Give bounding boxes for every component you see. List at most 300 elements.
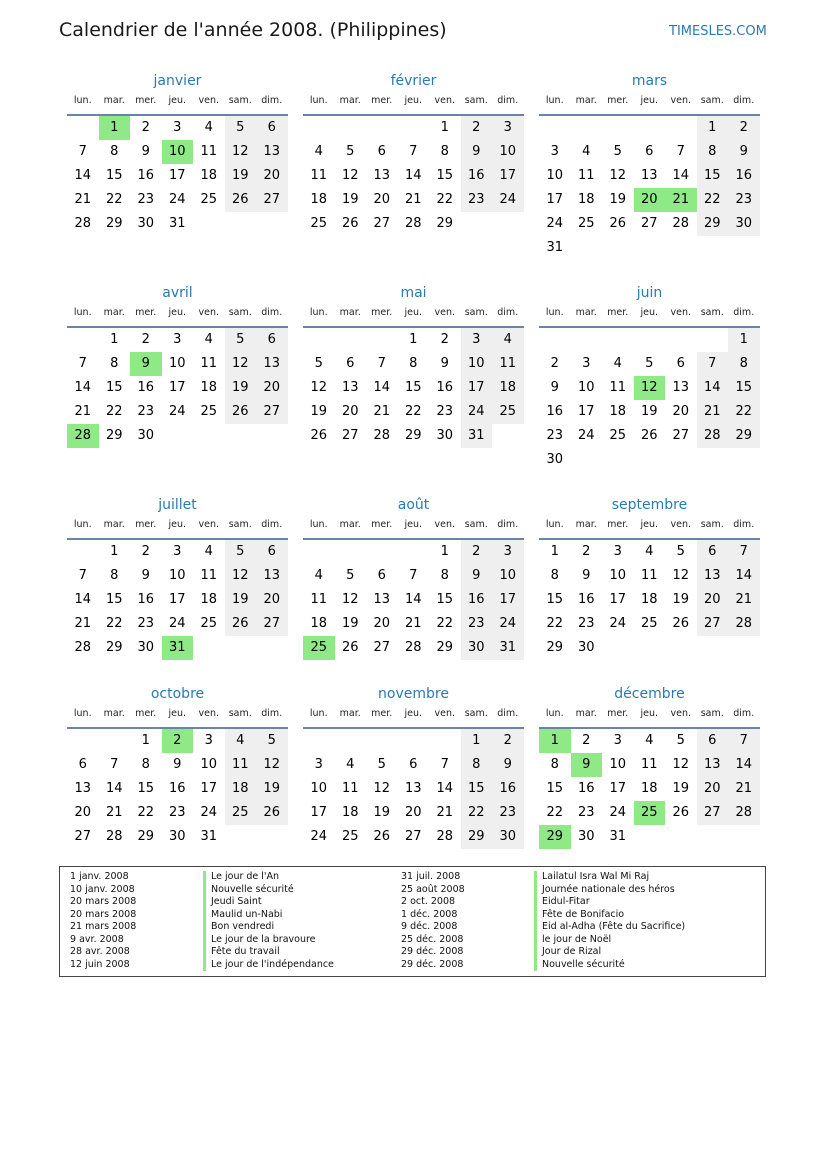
- day-cell: 1: [728, 328, 760, 352]
- day-cell: 6: [697, 729, 729, 753]
- legend-date: 1 déc. 2008: [401, 908, 458, 920]
- day-cell: 19: [609, 192, 627, 207]
- holiday-day-cell: 1: [99, 116, 131, 140]
- legend-holiday-name: Lailatul Isra Wal Mi Raj: [534, 871, 685, 884]
- holiday-day-cell: 21: [665, 188, 697, 212]
- legend-date: 31 juil. 2008: [401, 871, 461, 882]
- day-cell: 2: [461, 540, 493, 564]
- day-cell: 29: [404, 428, 422, 443]
- weekday-label: mer.: [371, 519, 393, 530]
- day-cell: 3: [173, 120, 182, 135]
- day-cell: 23: [461, 188, 493, 212]
- day-cell: 24: [609, 616, 627, 631]
- day-cell: 4: [204, 544, 213, 559]
- day-cell: 11: [341, 781, 359, 796]
- day-cell: 27: [697, 612, 729, 636]
- day-cell: 16: [546, 404, 564, 419]
- day-cell: 3: [492, 116, 524, 140]
- month-block: [539, 282, 760, 472]
- day-cell: 29: [436, 640, 454, 655]
- weekday-label: mer.: [607, 95, 629, 106]
- day-cell: 22: [105, 192, 123, 207]
- weekday-label: sam.: [700, 708, 724, 719]
- day-cell: 27: [373, 216, 391, 231]
- weekday-label: mar.: [339, 95, 361, 106]
- day-cell: 8: [141, 757, 150, 772]
- site-logo-link[interactable]: TIMESLES.COM: [669, 24, 767, 39]
- day-cell: 24: [168, 404, 186, 419]
- day-cell: 11: [640, 568, 658, 583]
- day-cell: 6: [377, 144, 386, 159]
- day-cell: 26: [225, 400, 257, 424]
- legend-date: 9 déc. 2008: [401, 921, 458, 932]
- day-cell: 30: [137, 216, 155, 231]
- legend-holiday-name: Bon vendredi: [203, 921, 334, 934]
- month-name: août: [397, 497, 430, 513]
- day-cell: 30: [168, 829, 186, 844]
- day-cell: 17: [168, 592, 186, 607]
- weekday-label: ven.: [434, 519, 455, 530]
- day-cell: 15: [105, 380, 123, 395]
- day-cell: 30: [137, 428, 155, 443]
- day-cell: 28: [404, 216, 422, 231]
- day-grid: [539, 729, 760, 873]
- weekday-header: [67, 707, 288, 729]
- day-cell: 17: [492, 588, 524, 612]
- day-cell: 12: [609, 168, 627, 183]
- day-cell: 18: [640, 592, 658, 607]
- day-cell: 1: [141, 733, 150, 748]
- day-cell: 1: [409, 332, 418, 347]
- day-grid: [303, 116, 524, 260]
- day-cell: 16: [168, 781, 186, 796]
- weekday-label: ven.: [670, 708, 691, 719]
- day-cell: 19: [225, 588, 257, 612]
- day-cell: 22: [404, 404, 422, 419]
- legend-date: 25 août 2008: [401, 883, 465, 895]
- weekday-header: [539, 707, 760, 729]
- day-cell: 20: [697, 588, 729, 612]
- day-cell: 10: [546, 168, 564, 183]
- day-cell: 5: [645, 356, 654, 371]
- day-grid: [67, 328, 288, 472]
- weekday-label: lun.: [309, 95, 328, 106]
- weekday-label: lun.: [545, 519, 564, 530]
- day-cell: 4: [492, 328, 524, 352]
- day-cell: 7: [409, 144, 418, 159]
- weekday-label: mar.: [103, 307, 125, 318]
- weekday-header: [303, 94, 524, 116]
- weekday-label: ven.: [434, 708, 455, 719]
- day-cell: 19: [341, 616, 359, 631]
- day-cell: 29: [436, 216, 454, 231]
- weekday-label: lun.: [545, 708, 564, 719]
- legend-date: 29 déc. 2008: [401, 958, 464, 970]
- day-cell: 26: [373, 829, 391, 844]
- weekday-label: dim.: [261, 519, 283, 530]
- weekday-label: dim.: [733, 307, 755, 318]
- day-cell: 8: [409, 356, 418, 371]
- weekday-label: lun.: [309, 307, 328, 318]
- weekday-label: mer.: [135, 307, 157, 318]
- legend-holiday-name: Jour de Rizal: [534, 946, 685, 959]
- day-cell: 11: [310, 592, 328, 607]
- day-cell: 21: [105, 805, 123, 820]
- day-cell: 19: [672, 592, 690, 607]
- day-cell: 19: [256, 777, 288, 801]
- weekday-label: sam.: [700, 519, 724, 530]
- day-cell: 6: [645, 144, 654, 159]
- day-cell: 22: [436, 616, 454, 631]
- day-cell: 21: [436, 805, 454, 820]
- day-cell: 24: [168, 616, 186, 631]
- day-cell: 15: [404, 380, 422, 395]
- day-cell: 16: [492, 777, 524, 801]
- legend-right-dates: [401, 871, 465, 971]
- day-cell: 26: [341, 640, 359, 655]
- weekday-label: jeu.: [640, 307, 659, 318]
- day-cell: 25: [200, 404, 218, 419]
- weekday-label: mer.: [135, 519, 157, 530]
- day-cell: 31: [492, 636, 524, 660]
- weekday-label: mer.: [371, 307, 393, 318]
- day-cell: 7: [78, 356, 87, 371]
- weekday-label: sam.: [464, 708, 488, 719]
- legend-date: 2 oct. 2008: [401, 896, 456, 907]
- weekday-label: dim.: [497, 95, 519, 106]
- weekday-label: dim.: [733, 519, 755, 530]
- legend-date: 9 avr. 2008: [70, 933, 124, 945]
- weekday-label: lun.: [545, 307, 564, 318]
- day-cell: 24: [310, 829, 328, 844]
- day-cell: 15: [105, 168, 123, 183]
- day-cell: 13: [373, 168, 391, 183]
- day-cell: 12: [341, 168, 359, 183]
- day-cell: 5: [256, 729, 288, 753]
- day-cell: 27: [672, 428, 690, 443]
- weekday-label: mer.: [607, 307, 629, 318]
- day-grid: [539, 328, 760, 472]
- day-cell: 24: [577, 428, 595, 443]
- day-cell: 23: [492, 801, 524, 825]
- day-cell: 13: [256, 352, 288, 376]
- day-cell: 4: [204, 332, 213, 347]
- day-cell: 11: [200, 356, 218, 371]
- day-cell: 12: [341, 592, 359, 607]
- day-cell: 7: [377, 356, 386, 371]
- day-cell: 26: [609, 216, 627, 231]
- day-grid: [539, 540, 760, 684]
- day-cell: 23: [577, 616, 595, 631]
- legend-holiday-name: Maulid un-Nabi: [203, 909, 334, 922]
- weekday-label: ven.: [670, 307, 691, 318]
- weekday-label: mar.: [575, 708, 597, 719]
- day-cell: 3: [492, 540, 524, 564]
- day-cell: 16: [461, 164, 493, 188]
- day-cell: 24: [609, 805, 627, 820]
- day-cell: 18: [225, 777, 257, 801]
- day-cell: 10: [492, 140, 524, 164]
- day-cell: 22: [137, 805, 155, 820]
- month-name: octobre: [150, 686, 205, 702]
- weekday-label: jeu.: [404, 519, 423, 530]
- legend-date: 28 avr. 2008: [70, 946, 130, 957]
- day-cell: 4: [582, 144, 591, 159]
- day-cell: 13: [640, 168, 658, 183]
- weekday-label: mer.: [135, 708, 157, 719]
- day-cell: 8: [110, 356, 119, 371]
- day-cell: 3: [173, 332, 182, 347]
- day-cell: 19: [225, 164, 257, 188]
- day-cell: 19: [341, 192, 359, 207]
- day-cell: 24: [546, 216, 564, 231]
- weekday-header: [67, 306, 288, 328]
- month-block: [303, 70, 524, 260]
- day-cell: 21: [373, 404, 391, 419]
- day-cell: 14: [697, 376, 729, 400]
- day-cell: 4: [645, 733, 654, 748]
- day-cell: 26: [341, 216, 359, 231]
- month-block: [539, 70, 760, 260]
- day-cell: 28: [373, 428, 391, 443]
- day-cell: 27: [404, 829, 422, 844]
- day-cell: 13: [404, 781, 422, 796]
- day-cell: 18: [200, 592, 218, 607]
- weekday-label: sam.: [464, 307, 488, 318]
- weekday-label: sam.: [228, 307, 252, 318]
- day-cell: 5: [346, 568, 355, 583]
- day-cell: 9: [492, 753, 524, 777]
- weekday-header: [303, 707, 524, 729]
- legend-holiday-name: Nouvelle sécurité: [203, 884, 334, 897]
- day-cell: 18: [200, 168, 218, 183]
- day-cell: 12: [672, 568, 690, 583]
- weekday-header: [67, 94, 288, 116]
- day-grid: [67, 116, 288, 260]
- day-cell: 7: [728, 540, 760, 564]
- day-cell: 20: [672, 404, 690, 419]
- day-cell: 15: [137, 781, 155, 796]
- holiday-day-cell: 25: [634, 801, 666, 825]
- month-block: [303, 282, 524, 472]
- holiday-day-cell: 9: [571, 753, 603, 777]
- day-cell: 6: [676, 356, 685, 371]
- month-name: février: [390, 73, 437, 89]
- weekday-label: ven.: [198, 708, 219, 719]
- day-cell: 25: [200, 616, 218, 631]
- day-cell: 25: [577, 216, 595, 231]
- day-cell: 17: [609, 781, 627, 796]
- day-cell: 5: [676, 733, 685, 748]
- day-cell: 11: [609, 380, 627, 395]
- month-block: [303, 683, 524, 873]
- day-cell: 24: [461, 400, 493, 424]
- weekday-label: jeu.: [640, 95, 659, 106]
- day-cell: 16: [728, 164, 760, 188]
- weekday-label: sam.: [228, 95, 252, 106]
- day-cell: 21: [74, 404, 92, 419]
- day-cell: 11: [310, 168, 328, 183]
- day-cell: 23: [546, 428, 564, 443]
- day-cell: 22: [105, 404, 123, 419]
- holiday-day-cell: 10: [162, 140, 194, 164]
- day-cell: 11: [577, 168, 595, 183]
- day-cell: 29: [137, 829, 155, 844]
- day-cell: 21: [74, 192, 92, 207]
- day-cell: 9: [582, 568, 591, 583]
- legend-date: 20 mars 2008: [70, 908, 137, 920]
- day-cell: 26: [672, 805, 690, 820]
- day-cell: 22: [105, 616, 123, 631]
- weekday-label: jeu.: [168, 519, 187, 530]
- day-cell: 30: [137, 640, 155, 655]
- weekday-label: mar.: [339, 519, 361, 530]
- holiday-day-cell: 2: [162, 729, 194, 753]
- legend-holiday-name: Le jour de l'indépendance: [203, 959, 334, 972]
- day-cell: 18: [492, 376, 524, 400]
- day-cell: 4: [314, 568, 323, 583]
- weekday-header: [303, 306, 524, 328]
- holiday-day-cell: 20: [634, 188, 666, 212]
- day-cell: 31: [546, 240, 564, 255]
- weekday-label: lun.: [73, 95, 92, 106]
- day-cell: 21: [697, 400, 729, 424]
- day-cell: 2: [550, 356, 559, 371]
- month-name: décembre: [614, 686, 685, 702]
- weekday-label: sam.: [700, 307, 724, 318]
- day-cell: 8: [440, 144, 449, 159]
- page-title: Calendrier de l'année 2008. (Philippines): [59, 19, 447, 41]
- weekday-label: ven.: [434, 307, 455, 318]
- day-cell: 28: [728, 801, 760, 825]
- day-cell: 18: [640, 781, 658, 796]
- day-cell: 27: [640, 216, 658, 231]
- day-cell: 24: [168, 192, 186, 207]
- month-name: mai: [400, 285, 427, 301]
- day-cell: 17: [577, 404, 595, 419]
- weekday-label: lun.: [309, 708, 328, 719]
- day-cell: 30: [546, 452, 564, 467]
- day-cell: 19: [225, 376, 257, 400]
- day-cell: 1: [461, 729, 493, 753]
- month-block: [67, 70, 288, 260]
- day-cell: 16: [577, 592, 595, 607]
- day-cell: 12: [225, 564, 257, 588]
- day-cell: 9: [728, 140, 760, 164]
- legend-date: 20 mars 2008: [70, 896, 137, 907]
- weekday-label: jeu.: [168, 95, 187, 106]
- weekday-label: dim.: [261, 95, 283, 106]
- day-cell: 7: [440, 757, 449, 772]
- day-cell: 28: [672, 216, 690, 231]
- day-cell: 23: [168, 805, 186, 820]
- day-cell: 30: [728, 212, 760, 236]
- legend-date: 21 mars 2008: [70, 921, 137, 932]
- day-grid: [303, 328, 524, 472]
- day-cell: 28: [74, 640, 92, 655]
- day-cell: 29: [105, 216, 123, 231]
- weekday-label: mar.: [339, 307, 361, 318]
- holiday-day-cell: 25: [303, 636, 335, 660]
- day-cell: 20: [373, 616, 391, 631]
- day-cell: 6: [697, 540, 729, 564]
- day-cell: 3: [461, 328, 493, 352]
- day-cell: 7: [110, 757, 119, 772]
- weekday-label: dim.: [733, 95, 755, 106]
- day-cell: 2: [440, 332, 449, 347]
- legend-holiday-name: Fête du travail: [203, 946, 334, 959]
- day-cell: 26: [672, 616, 690, 631]
- month-name: juin: [636, 285, 663, 301]
- weekday-header: [67, 518, 288, 540]
- day-cell: 13: [373, 592, 391, 607]
- day-cell: 8: [550, 757, 559, 772]
- day-cell: 28: [728, 612, 760, 636]
- day-cell: 19: [672, 781, 690, 796]
- weekday-label: mar.: [103, 708, 125, 719]
- day-cell: 1: [440, 120, 449, 135]
- day-cell: 17: [168, 168, 186, 183]
- weekday-label: ven.: [670, 95, 691, 106]
- day-cell: 17: [168, 380, 186, 395]
- day-cell: 9: [141, 568, 150, 583]
- legend-date: 10 janv. 2008: [70, 883, 135, 895]
- day-cell: 12: [672, 757, 690, 772]
- day-cell: 1: [110, 544, 119, 559]
- day-cell: 31: [609, 829, 627, 844]
- day-cell: 18: [310, 192, 328, 207]
- day-cell: 18: [577, 192, 595, 207]
- weekday-label: lun.: [73, 519, 92, 530]
- legend-holiday-name: Le jour de la bravoure: [203, 934, 334, 947]
- day-cell: 8: [697, 140, 729, 164]
- weekday-label: mer.: [135, 95, 157, 106]
- day-cell: 2: [728, 116, 760, 140]
- holiday-day-cell: 1: [539, 729, 571, 753]
- day-cell: 28: [404, 640, 422, 655]
- weekday-label: mar.: [103, 95, 125, 106]
- day-cell: 27: [373, 640, 391, 655]
- day-grid: [67, 729, 288, 873]
- legend-holiday-name: Fête de Bonifacio: [534, 909, 685, 922]
- weekday-label: ven.: [198, 95, 219, 106]
- day-cell: 10: [492, 564, 524, 588]
- weekday-label: jeu.: [168, 708, 187, 719]
- day-cell: 14: [404, 168, 422, 183]
- day-cell: 13: [256, 140, 288, 164]
- weekday-label: ven.: [670, 519, 691, 530]
- day-cell: 23: [577, 805, 595, 820]
- day-cell: 27: [341, 428, 359, 443]
- month-name: juillet: [158, 497, 197, 513]
- day-cell: 11: [492, 352, 524, 376]
- weekday-label: mer.: [607, 708, 629, 719]
- day-cell: 23: [461, 612, 493, 636]
- day-cell: 20: [74, 805, 92, 820]
- weekday-label: mar.: [575, 95, 597, 106]
- day-cell: 12: [310, 380, 328, 395]
- legend-holiday-name: Journée nationale des héros: [534, 884, 685, 897]
- day-cell: 11: [225, 753, 257, 777]
- day-cell: 7: [697, 352, 729, 376]
- day-cell: 5: [346, 144, 355, 159]
- day-cell: 14: [74, 592, 92, 607]
- day-cell: 6: [256, 116, 288, 140]
- day-cell: 25: [310, 216, 328, 231]
- day-cell: 17: [461, 376, 493, 400]
- day-cell: 28: [697, 424, 729, 448]
- month-name: mars: [631, 73, 668, 89]
